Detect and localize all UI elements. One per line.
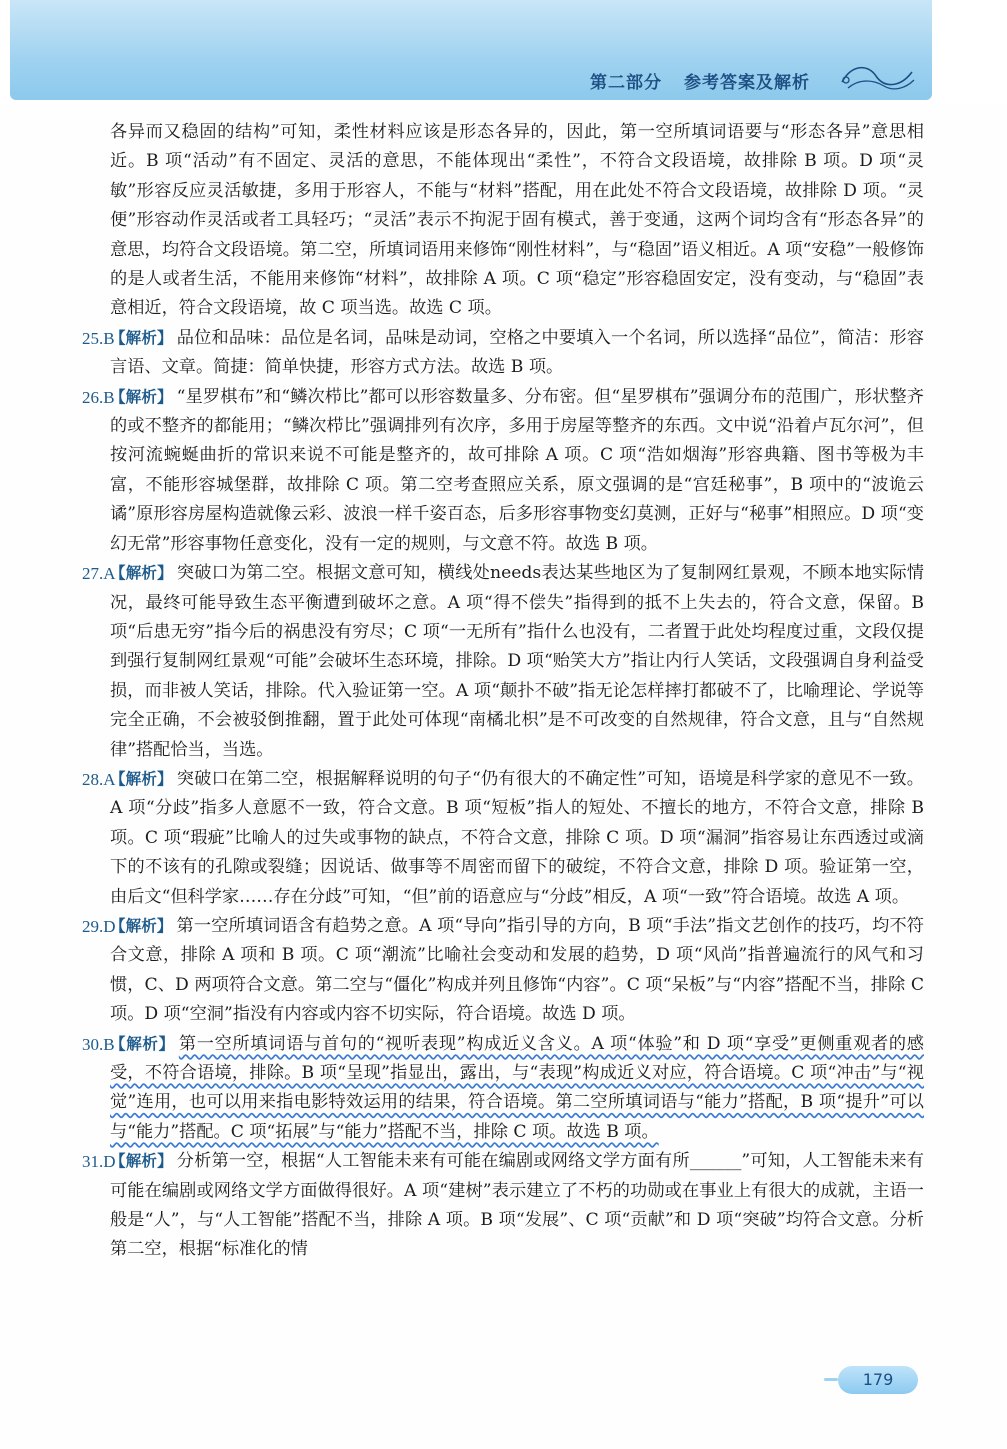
page-number: 179 (838, 1366, 918, 1394)
analysis-text: 第一空所填词语含有趋势之意。A 项“导向”指引导的方向，B 项“手法”指文艺创作的技巧，均不符合文意，排除 A 项和 B 项。C 项“潮流”比喻社会变动和发展的趋势，D 项“风尚”指普遍流行的风气和习惯，C、D 两项符合文意。第二空与“僵化”构成并列且修饰“内容”。C 项“呆板”与“内容”搭配不当，排除 C 项。D 项“空洞”指没有内容或内容不切实际，符合语境。故选 D 项。 (110, 915, 924, 1025)
analysis-text: 分析第一空，根据“人工智能未来有可能在编剧或网络文学方面有所______”可知，人工智能未来有可能在编剧或网络文学方面做得很好。A 项“建树”表示建立了不朽的功勋或在事业上有很大的成就，主语一般是“人”，与“人工智能”搭配不当，排除 A 项。B 项“发展”、C 项“贡献”和 D 项“突破”均符合文意。分析第二空，根据“标准化的情 (110, 1151, 924, 1260)
answer-content (82, 118, 924, 1265)
section-label: 第二部分 (590, 73, 662, 93)
question-number: 26.B (82, 387, 115, 407)
analysis-text: “星罗棋布”和“鳞次栉比”都可以形容数量多、分布密。但“星罗棋布”强调分布的范围广，形状整齐的或不整齐的都能用；“鳞次栉比”强调排列有次序，多用于房屋等整齐的东西。文中说“沿着卢瓦尔河”，但按河流蜿蜒曲折的常识来说不可能是整齐的，故可排除 A 项。C 项“浩如烟海”形容典籍、图书等极为丰富，不能形容城堡群，故排除 C 项。第二空考查照应关系，原文强调的是“宫廷秘事”，B 项中的“波诡云谲”原形容房屋构造就像云彩、波浪一样千姿百态，后多形容事物变幻莫测，正好与“秘事”相照应。D 项“变幻无常”形容事物任意变化，没有一定的规则，与文意不符。故选 B 项。 (110, 386, 924, 554)
analysis-text: 第一空所填词语与首句的“视听表现”构成近义含义。A 项“体验”和 D 项“享受”更侧重观者的感受，不符合语境，排除。B 项“呈现”指显出，露出，与“表现”构成近义对应，符合语境。C 项“冲击”与“视觉”连用，也可以用来指电影特效运用的结果，符合语境。第二空所填词语与“能力”搭配，B 项“提升”可以与“能力”搭配。C 项“拓展”与“能力”搭配不当，排除 C 项。故选 B 项。 (110, 1033, 924, 1142)
analysis-tag: 【解析】 (110, 1034, 175, 1053)
answer-entry-30 (82, 1030, 924, 1148)
answer-entry-29 (82, 912, 924, 1030)
analysis-tag: 【解析】 (110, 1152, 173, 1171)
header-title (590, 68, 810, 93)
answer-entry-31 (82, 1147, 924, 1265)
analysis-text: 品位和品味：品位是名词，品味是动词，空格之中要填入一个名词，所以选择“品位”，简洁：形容言语、文章。简捷：简单快捷，形容方式方法。故选 B 项。 (110, 327, 924, 378)
question-number: 29.D (82, 916, 116, 936)
page-header (0, 0, 1007, 103)
answer-entry-27 (82, 559, 924, 765)
question-number: 31.D (82, 1152, 116, 1172)
analysis-text: 突破口为第二空。根据文意可知，横线处needs表达某些地区为了复制网红景观，不顾本地实际情况，最终可能导致生态平衡遭到破坏之意。A 项“得不偿失”指得到的抵不上失去的，符合文意，保留。B 项“后患无穷”指今后的祸患没有穷尽；C 项“一无所有”指什么也没有，二者置于此处均程度过重，文段仅提到强行复制网红景观“可能”会破坏生态环境，排除。D 项“贻笑大方”指让内行人笑话，文段强调自身利益受损，而非被人笑话，排除。代入验证第一空。A 项“颠扑不破”指无论怎样摔打都破不了，比喻理论、学说等完全正确，不会被驳倒推翻，置于此处可体现“南橘北枳”是不可改变的自然规律，符合文意，且与“自然规律”搭配恰当，当选。 (110, 563, 924, 760)
question-number: 25.B (82, 328, 115, 348)
analysis-tag: 【解析】 (110, 916, 173, 935)
section-title: 参考答案及解析 (684, 73, 810, 93)
analysis-tag: 【解析】 (110, 387, 173, 406)
question-number: 28.A (82, 769, 116, 789)
answer-entry-25 (82, 324, 924, 383)
answer-entry-26 (82, 383, 924, 559)
question-number: 30.B (82, 1034, 115, 1054)
intro-paragraph: 各异而又稳固的结构”可知，柔性材料应该是形态各异的，因此，第一空所填词语要与“形态各异”意思相近。B 项“活动”有不固定、灵活的意思，不能体现出“柔性”，不符合文段语境，故排除 B 项。D 项“灵敏”形容反应灵活敏捷，多用于形容人，不能与“材料”搭配，用在此处不符合文段语境，故排除 D 项。“灵便”形容动作灵活或者工具轻巧；“灵活”表示不拘泥于固有模式，善于变通，这两个词均含有“形态各异”的意思，均符合文段语境。第二空，所填词语用来修饰“刚性材料”，与“稳固”语义相近。A 项“安稳”一般修饰的是人或者生活，不能用来修饰“材料”，故排除 A 项。C 项“稳定”形容稳固安定，没有变动，与“稳固”表意相近，符合文段语境，故 C 项当选。故选 C 项。 (110, 122, 924, 319)
analysis-tag: 【解析】 (110, 328, 173, 347)
analysis-text: 突破口在第二空，根据解释说明的句子“仍有很大的不确定性”可知，语境是科学家的意见不一致。A 项“分歧”指多人意愿不一致，符合文意。B 项“短板”指人的短处、不擅长的地方，不符合文意，排除 B 项。C 项“瑕疵”比喻人的过失或事物的缺点，不符合文意，排除 C 项。D 项“漏洞”指容易让东西透过或滴下的不该有的孔隙或裂缝；因说话、做事等不周密而留下的破绽，不符合文意，排除 D 项。验证第一空，由后文“但科学家……存在分歧”可知，“但”前的语意应与“分歧”相反，A 项“一致”符合语境。故选 A 项。 (110, 768, 924, 907)
scroll-ornament-icon (838, 58, 918, 94)
answer-entry-28 (82, 765, 924, 912)
analysis-tag: 【解析】 (110, 769, 173, 788)
question-number: 27.A (82, 564, 116, 584)
analysis-tag: 【解析】 (110, 564, 173, 583)
